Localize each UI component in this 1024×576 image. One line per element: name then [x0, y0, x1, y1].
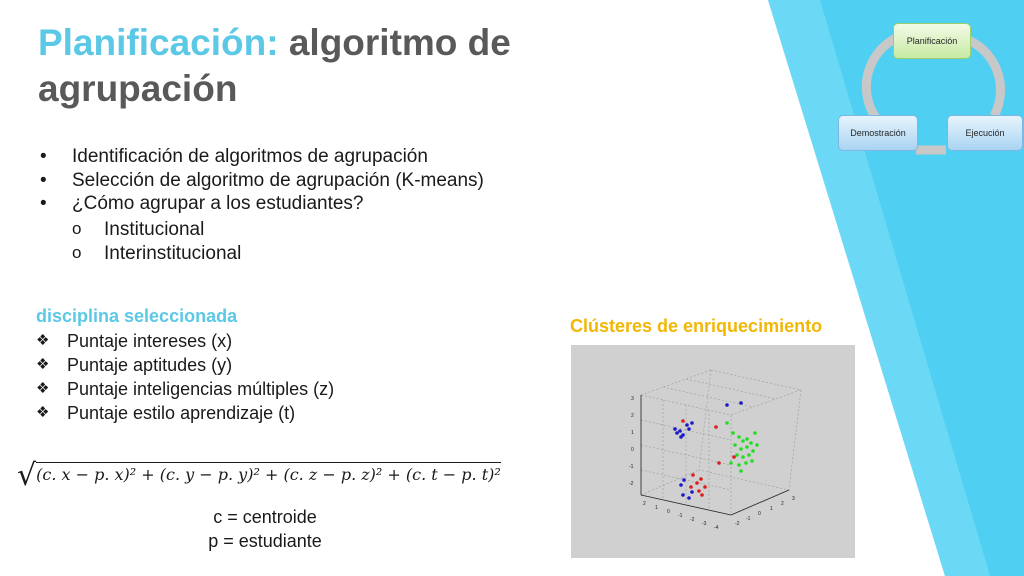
page-title	[38, 20, 578, 112]
main-bullet-list	[38, 145, 484, 216]
tick-label: 2	[643, 501, 646, 507]
tick-label: -1	[746, 516, 751, 522]
diamond-bullet-icon: ❖	[36, 332, 50, 349]
cycle-node-planificacion: Planificación	[893, 23, 971, 59]
sub-bullet-text: Interinstitucional	[104, 243, 242, 264]
list-item	[38, 169, 484, 193]
list-item	[36, 401, 334, 425]
list-item	[38, 192, 484, 216]
sub-bullet-text: Institucional	[104, 219, 205, 240]
tick-label: -2	[629, 481, 634, 487]
bullet-marker: •	[40, 169, 47, 191]
list-item	[36, 377, 334, 401]
tick-label: 2	[781, 501, 784, 507]
discipline-item-text: Puntaje intereses (x)	[67, 331, 233, 351]
cluster-plot-image	[571, 345, 855, 558]
legend-centroid: c = centroide	[213, 507, 317, 527]
tick-label: -2	[735, 521, 740, 527]
discipline-item-text: Puntaje inteligencias múltiples (z)	[67, 379, 335, 399]
formula-expression: (c. x − p. x)² + (c. y − p. y)² + (c. z − p. z)² + (c. t − p. t)²	[36, 462, 501, 484]
radical-sign: √	[17, 458, 37, 493]
bullet-text: Identificación de algoritmos de agrupación	[72, 146, 428, 167]
list-item	[38, 145, 484, 169]
legend-student: p = estudiante	[208, 531, 322, 551]
cluster-plot-svg	[571, 345, 855, 558]
tick-label: 0	[758, 511, 761, 517]
list-item	[36, 329, 334, 353]
tick-label: 3	[792, 496, 795, 502]
tick-label: 3	[631, 396, 634, 402]
cluster-title: Clústeres de enriquecimiento	[570, 316, 823, 336]
diamond-bullet-icon: ❖	[36, 380, 50, 397]
tick-label: 0	[667, 509, 670, 515]
bullet-text: ¿Cómo agrupar a los estudiantes?	[72, 193, 364, 214]
cycle-node-demostracion: Demostración	[838, 115, 918, 151]
tick-label: 2	[631, 413, 634, 419]
diamond-bullet-icon: ❖	[36, 404, 50, 421]
discipline-heading: disciplina seleccionada	[36, 306, 238, 326]
title-accent: Planificación:	[38, 22, 279, 63]
tick-label: -2	[690, 517, 695, 523]
bullet-text: Selección de algoritmo de agrupación (K-means)	[72, 169, 484, 191]
formula-legend	[190, 505, 340, 553]
diamond-bullet-icon: ❖	[36, 356, 50, 373]
sub-bullet-marker: o	[72, 219, 82, 238]
tick-label: -4	[714, 525, 719, 531]
list-item	[72, 242, 241, 266]
tick-label: 1	[655, 505, 658, 511]
distance-formula	[17, 458, 501, 493]
bullet-marker: •	[40, 193, 47, 214]
sub-bullet-marker: o	[72, 243, 82, 262]
sub-bullet-list	[72, 218, 241, 266]
tick-label: 1	[770, 506, 773, 512]
tick-label: -3	[702, 521, 707, 527]
discipline-list	[36, 329, 334, 425]
discipline-item-text: Puntaje estilo aprendizaje (t)	[67, 403, 296, 423]
tick-label: 0	[631, 447, 634, 453]
tick-label: -1	[678, 513, 683, 519]
tick-label: 1	[631, 430, 634, 436]
cycle-node-ejecucion: Ejecución	[947, 115, 1023, 151]
title-rest: algoritmo de agrupación	[38, 22, 511, 109]
discipline-item-text: Puntaje aptitudes (y)	[67, 355, 233, 375]
bullet-marker: •	[40, 146, 47, 167]
list-item	[36, 353, 334, 377]
list-item	[72, 218, 241, 242]
tick-label: -1	[629, 464, 634, 470]
